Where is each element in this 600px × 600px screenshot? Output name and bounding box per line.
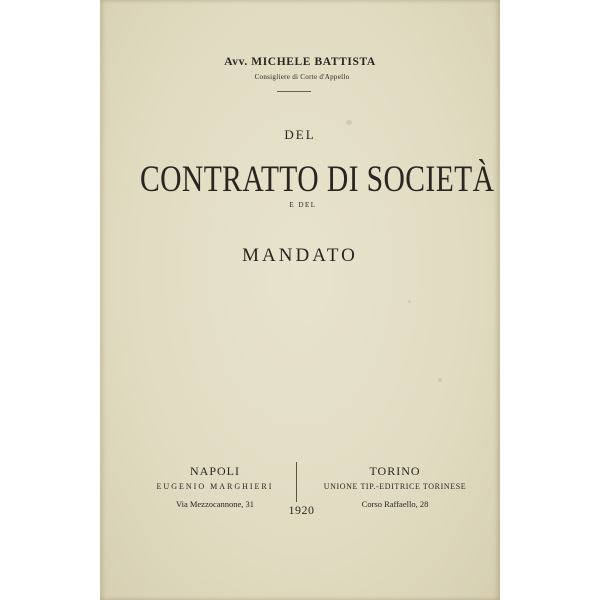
book-title-page (100, 0, 500, 600)
title-prefix: DEL (284, 127, 316, 142)
paper-stain (346, 120, 352, 125)
author-name: Avv. MICHELE BATTISTA (224, 56, 376, 68)
title-conjunction: E DEL (289, 201, 317, 209)
publisher-divider (296, 462, 297, 502)
publisher-name: UNIONE TIP.-EDITRICE TORINESE (323, 482, 467, 491)
paper-stain (408, 300, 411, 303)
book-subtitle: MANDATO (242, 245, 358, 266)
book-title: CONTRATTO DI SOCIETÀ (140, 159, 495, 200)
publisher-address: Corso Raffaello, 28 (361, 499, 429, 509)
publisher-address: Via Mezzocannone, 31 (175, 499, 255, 509)
paper-stain (438, 378, 442, 382)
publisher-name: EUGENIO MARGHIERI (156, 482, 274, 491)
publisher-city: TORINO (369, 464, 421, 478)
publication-year: 1920 (288, 503, 315, 517)
publisher-city: NAPOLI (190, 464, 240, 478)
separator-rule (277, 91, 311, 92)
author-role: Consigliere di Corte d'Appello (254, 73, 350, 81)
